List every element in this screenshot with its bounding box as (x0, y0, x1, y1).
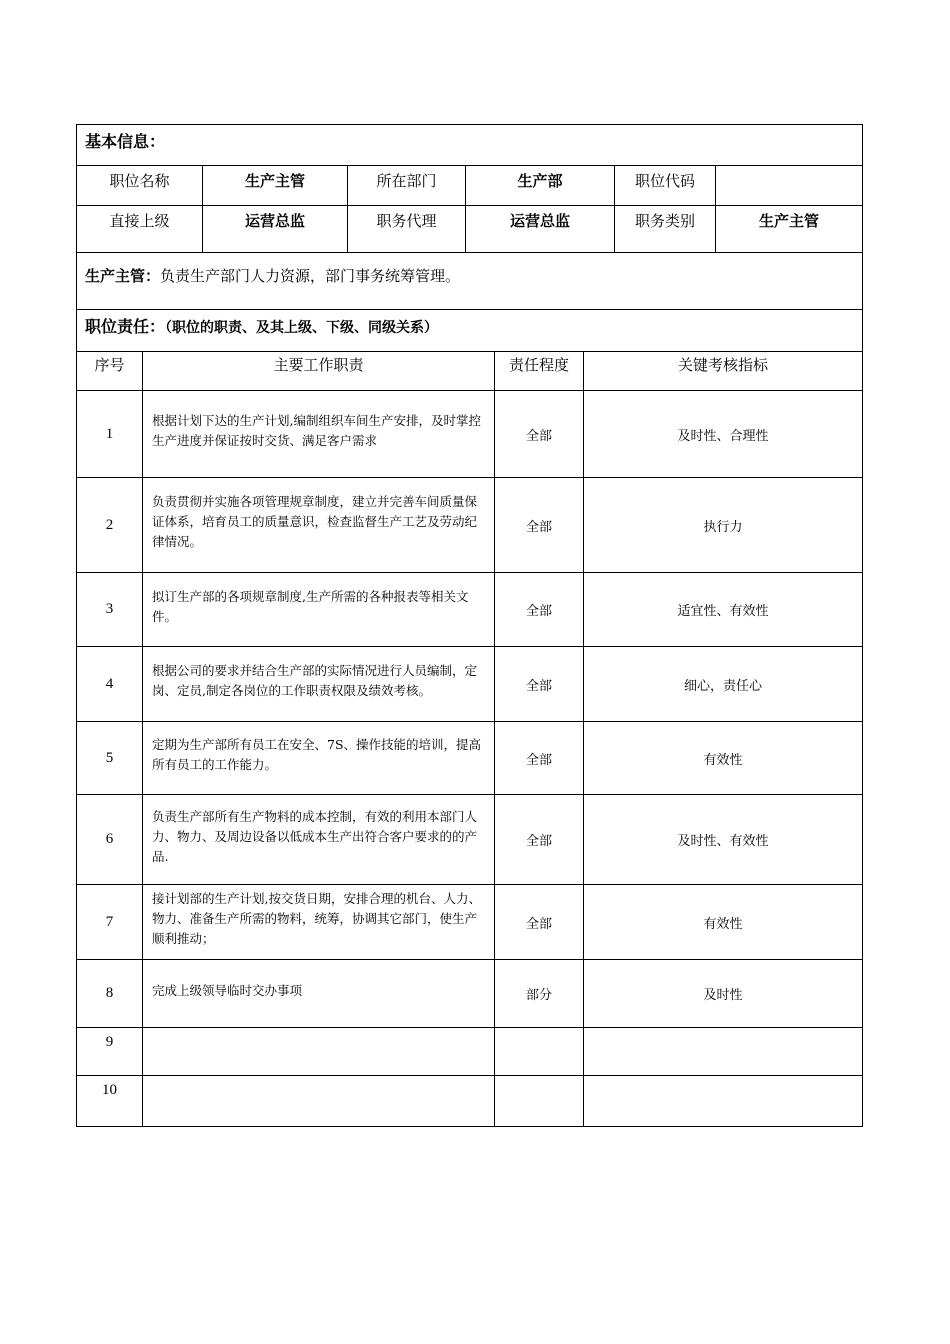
row-number: 5 (77, 722, 143, 795)
role-summary-title: 生产主管： (85, 267, 161, 285)
row-number: 6 (77, 795, 143, 885)
row-kpi: 及时性、合理性 (584, 391, 863, 478)
deputy-label: 职务代理 (348, 206, 466, 253)
row-kpi: 细心，责任心 (584, 647, 863, 722)
row-kpi (584, 1028, 863, 1076)
row-duty (143, 1028, 495, 1076)
row-degree: 全部 (495, 722, 584, 795)
row-degree: 全部 (495, 391, 584, 478)
header-duty: 主要工作职责 (143, 352, 495, 391)
row-number: 2 (77, 478, 143, 573)
responsibility-table (76, 351, 863, 1127)
position-name-value: 生产主管 (203, 166, 348, 206)
row-number: 10 (77, 1076, 143, 1127)
table-row (77, 1076, 863, 1127)
row-number: 8 (77, 960, 143, 1028)
direct-superior-label: 直接上级 (77, 206, 203, 253)
table-row (77, 478, 863, 573)
header-degree: 责任程度 (495, 352, 584, 391)
responsibility-subtitle: （职位的职责、及其上级、下级、同级关系） (165, 320, 439, 336)
row-duty (143, 1076, 495, 1127)
row-number: 1 (77, 391, 143, 478)
table-row (77, 647, 863, 722)
table-row (77, 391, 863, 478)
job-category-value: 生产主管 (716, 206, 863, 253)
header-no: 序号 (77, 352, 143, 391)
table-row (77, 573, 863, 647)
row-number: 7 (77, 885, 143, 960)
row-kpi: 及时性 (584, 960, 863, 1028)
position-name-label: 职位名称 (77, 166, 203, 206)
responsibility-heading (77, 310, 863, 352)
position-code-value (716, 166, 863, 206)
row-degree: 全部 (495, 795, 584, 885)
direct-superior-value: 运营总监 (203, 206, 348, 253)
position-code-label: 职位代码 (615, 166, 716, 206)
responsibility-title: 职位责任： (85, 317, 166, 336)
basic-info-table (76, 124, 863, 352)
table-row (77, 960, 863, 1028)
basic-info-heading: 基本信息： (77, 125, 863, 166)
deputy-value: 运营总监 (466, 206, 615, 253)
row-kpi: 适宜性、有效性 (584, 573, 863, 647)
table-row (77, 1028, 863, 1076)
job-category-label: 职务类别 (615, 206, 716, 253)
row-degree: 全部 (495, 885, 584, 960)
header-kpi: 关键考核指标 (584, 352, 863, 391)
row-number: 4 (77, 647, 143, 722)
table-header-row (77, 352, 863, 391)
row-degree (495, 1028, 584, 1076)
row-duty: 负责生产部所有生产物料的成本控制，有效的利用本部门人力、物力、及周边设备以低成本生产出符合客户要求的的产品. (143, 795, 495, 885)
row-duty: 拟订生产部的各项规章制度,生产所需的各种报表等相关文件。 (143, 573, 495, 647)
table-row (77, 722, 863, 795)
row-kpi: 执行力 (584, 478, 863, 573)
row-duty: 完成上级领导临时交办事项 (143, 960, 495, 1028)
role-summary (77, 253, 863, 310)
table-row (77, 885, 863, 960)
row-degree: 全部 (495, 478, 584, 573)
table-row (77, 795, 863, 885)
department-value: 生产部 (466, 166, 615, 206)
row-duty: 根据计划下达的生产计划,编制组织车间生产安排，及时掌控生产进度并保证按时交货、满足客户需求 (143, 391, 495, 478)
row-duty: 负责贯彻并实施各项管理规章制度，建立并完善车间质量保证体系，培育员工的质量意识，检查监督生产工艺及劳动纪律情况。 (143, 478, 495, 573)
department-label: 所在部门 (348, 166, 466, 206)
row-number: 9 (77, 1028, 143, 1076)
row-kpi: 有效性 (584, 722, 863, 795)
row-degree: 全部 (495, 573, 584, 647)
row-degree (495, 1076, 584, 1127)
row-kpi (584, 1076, 863, 1127)
row-kpi: 及时性、有效性 (584, 795, 863, 885)
row-degree: 全部 (495, 647, 584, 722)
role-summary-text: 负责生产部门人力资源，部门事务统筹管理。 (160, 267, 461, 285)
row-degree: 部分 (495, 960, 584, 1028)
row-number: 3 (77, 573, 143, 647)
row-duty: 定期为生产部所有员工在安全、7S、操作技能的培训，提高所有员工的工作能力。 (143, 722, 495, 795)
row-kpi: 有效性 (584, 885, 863, 960)
row-duty: 根据公司的要求并结合生产部的实际情况进行人员编制，定岗、定员,制定各岗位的工作职责权限及绩效考核。 (143, 647, 495, 722)
row-duty: 接计划部的生产计划,按交货日期，安排合理的机台、人力、物力、准备生产所需的物料，统筹，协调其它部门，使生产顺利推动； (143, 885, 495, 960)
